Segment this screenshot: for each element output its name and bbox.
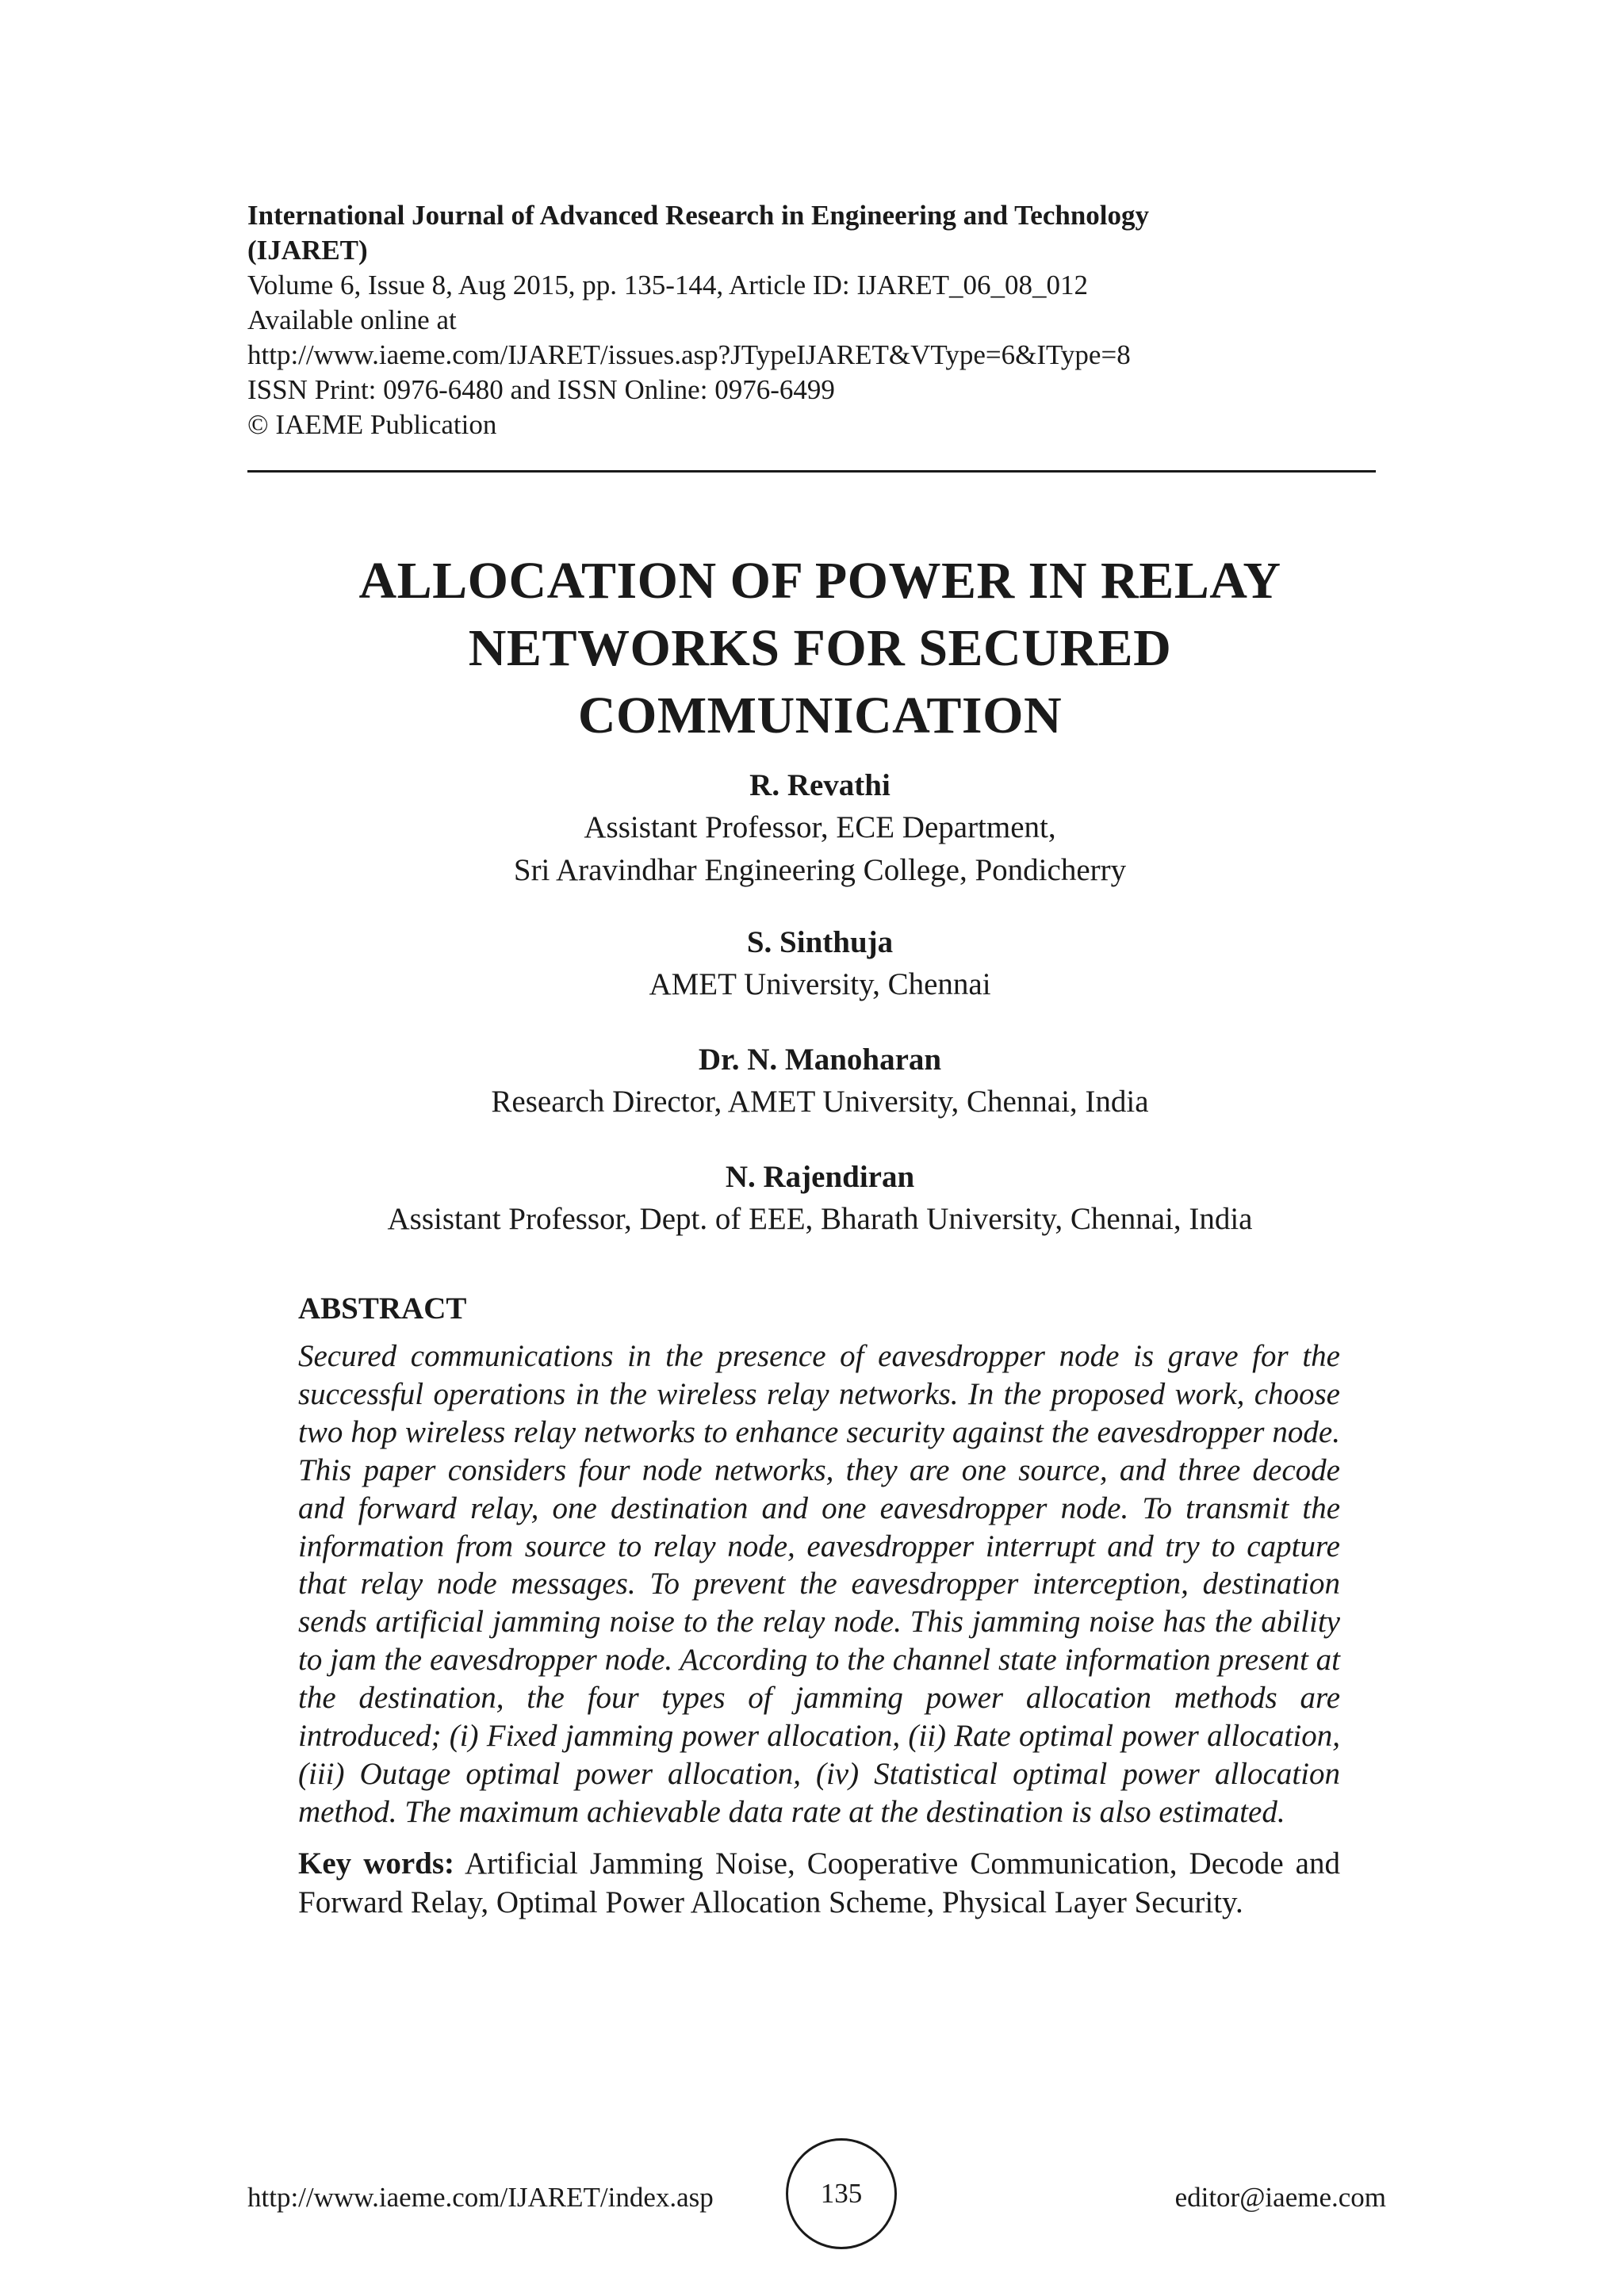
author-name: N. Rajendiran <box>725 1160 915 1194</box>
author-name: Dr. N. Manoharan <box>698 1043 942 1077</box>
author-block <box>168 765 1472 892</box>
issn-info: ISSN Print: 0976-6480 and ISSN Online: 0976-6499 <box>247 374 835 405</box>
footer-email[interactable]: editor@iaeme.com <box>1174 2182 1386 2213</box>
author-affiliation: Assistant Professor, ECE Department, <box>584 810 1056 844</box>
journal-header <box>247 198 1373 442</box>
page-number-text: 135 <box>820 2178 863 2209</box>
author-name: R. Revathi <box>749 768 891 802</box>
author-block <box>168 1039 1472 1123</box>
abstract-section <box>298 1288 1340 1922</box>
author-block <box>168 1157 1472 1241</box>
title-line-1: ALLOCATION OF POWER IN RELAY <box>358 552 1281 610</box>
page-number <box>786 2138 897 2249</box>
volume-info: Volume 6, Issue 8, Aug 2015, pp. 135-144, Article ID: IJARET_06_08_012 <box>247 270 1088 300</box>
keywords-text: Artificial Jamming Noise, Cooperative Communication, Decode and Forward Relay, Optimal Power Allocation Scheme, Physical Layer Security. <box>298 1846 1340 1919</box>
author-affiliation: Research Director, AMET University, Chennai, India <box>491 1085 1149 1119</box>
footer-url[interactable]: http://www.iaeme.com/IJARET/index.asp <box>247 2182 714 2213</box>
journal-name-line1: International Journal of Advanced Research in Engineering and Technology <box>247 200 1150 231</box>
author-affiliation: Assistant Professor, Dept. of EEE, Bharath University, Chennai, India <box>387 1202 1253 1236</box>
keywords <box>298 1844 1340 1922</box>
title-line-2: NETWORKS FOR SECURED <box>468 619 1172 677</box>
journal-name-line2: (IJARET) <box>247 235 368 266</box>
author-affiliation: Sri Aravindhar Engineering College, Pondicherry <box>513 853 1127 887</box>
title-line-3: COMMUNICATION <box>577 687 1063 744</box>
journal-url[interactable]: http://www.iaeme.com/IJARET/issues.asp?JTypeIJARET&VType=6&IType=8 <box>247 339 1131 370</box>
author-affiliation: AMET University, Chennai <box>649 967 991 1001</box>
author-block <box>168 922 1472 1006</box>
keywords-label: Key words: <box>298 1846 455 1881</box>
abstract-text: Secured communications in the presence of eavesdropper node is grave for the successful operations in the wireless relay networks. In the proposed work, choose two hop wireless relay networks to enhance security against the eavesdropper node. This paper considers four node networks, they are one source, and three decode and forward relay, one destination and one eavesdropper node. To transmit the information from source to relay node, eavesdropper interrupt and try to capture that relay node messages. To prevent the eavesdropper interception, destination sends artificial jamming noise to the relay node. This jamming noise has the ability to jam the eavesdropper node. According to the channel state information present at the destination, the four types of jamming power allocation methods are introduced; (i) Fixed jamming power allocation, (ii) Rate optimal power allocation, (iii) Outage optimal power allocation, (iv) Statistical optimal power allocation method. The maximum achievable data rate at the destination is also estimated. <box>298 1339 1340 1829</box>
header-divider <box>247 470 1376 473</box>
author-name: S. Sinthuja <box>746 925 894 959</box>
abstract-heading: ABSTRACT <box>298 1292 467 1326</box>
paper-title <box>168 547 1472 749</box>
available-online-label: Available online at <box>247 304 457 335</box>
copyright: © IAEME Publication <box>247 409 497 440</box>
